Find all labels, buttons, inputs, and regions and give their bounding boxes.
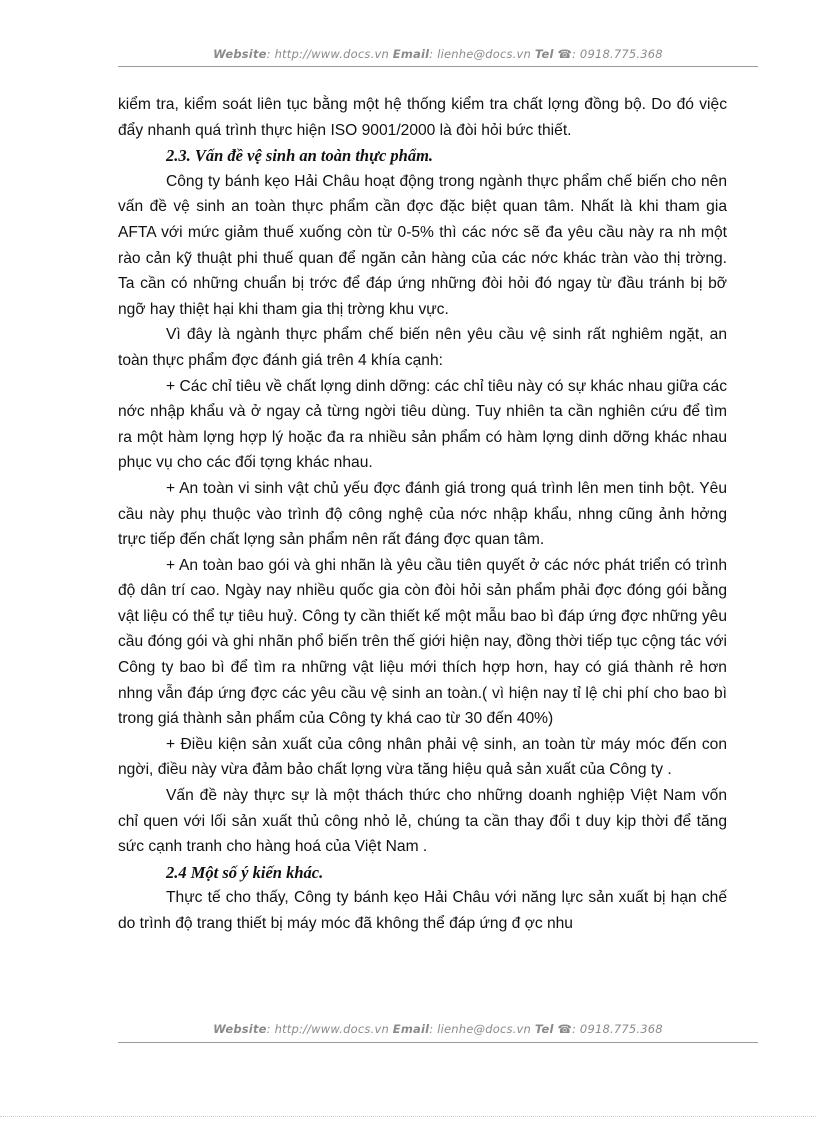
footer-website-value: : http://www.docs.vn	[266, 1022, 389, 1036]
header-tel-label: Tel	[534, 47, 554, 61]
section-heading-2-4: 2.4 Một số ý kiến khác.	[166, 862, 324, 882]
page-footer	[118, 1022, 758, 1036]
footer-email-value: : lienhe@docs.vn	[429, 1022, 532, 1036]
page-header	[118, 47, 758, 61]
header-tel-value: : 0918.775.368	[572, 47, 663, 61]
document-body	[118, 92, 727, 937]
paragraph-4: + Các chỉ tiêu về chất lợng dinh dỡng: các chỉ tiêu này có sự khác nhau giữa các nớc nhập khẩu và ở ngay cả từng ngời tiêu dùng. Tuy nhiên ta cần nghiên cứu để tìm ra một hàm lợng hợp lý hoặc đa ra nhiều sản phẩm có hàm lợng dinh dỡng khác nhau phục vụ cho các đối tợng khác nhau.	[118, 377, 727, 472]
header-email-label: Email	[392, 47, 430, 61]
paragraph-3: Vì đây là ngành thực phẩm chế biến nên yêu cầu vệ sinh rất nghiêm ngặt, an toàn thực phẩm đợc đánh giá trên 4 khía cạnh:	[118, 326, 727, 369]
footer-website-label: Website	[213, 1022, 267, 1036]
header-website-value: : http://www.docs.vn	[266, 47, 389, 61]
header-website-label: Website	[213, 47, 267, 61]
paragraph-8: Vấn đề này thực sự là một thách thức cho những doanh nghiệp Việt Nam vốn chỉ quen với lối sản xuất thủ công nhỏ lẻ, chúng ta cần thay đổi t duy kịp thời để tăng sức cạnh tranh cho hàng hoá của Việt Nam .	[118, 787, 727, 856]
phone-icon: ☎	[557, 1022, 572, 1036]
header-rule	[118, 66, 758, 67]
footer-rule	[118, 1042, 758, 1043]
page-bottom-border	[0, 1116, 816, 1117]
paragraph-9: Thực tế cho thấy, Công ty bánh kẹo Hải Châu với năng lực sản xuất bị hạn chế do trình độ trang thiết bị máy móc đã không thể đáp ứng đ ợc nhu	[118, 889, 727, 932]
paragraph-5: + An toàn vi sinh vật chủ yếu đợc đánh giá trong quá trình lên men tinh bột. Yêu cầu này phụ thuộc vào trình độ công nghệ của nớc nhập khẩu, nhng cũng ảnh hởng trực tiếp đến chất lợng sản phẩm nên rất đáng đợc quan tâm.	[118, 479, 727, 549]
header-email-value: : lienhe@docs.vn	[429, 47, 532, 61]
footer-email-label: Email	[392, 1022, 430, 1036]
paragraph-6: + An toàn bao gói và ghi nhãn là yêu cầu tiên quyết ở các nớc phát triển có trình độ dân trí cao. Ngày nay nhiều quốc gia còn đòi hỏi sản phẩm phải đợc đóng gói bằng vật liệu có thể tự tiêu huỷ. Công ty cần thiết kế một mẫu bao bì đáp ứng đợc những yêu cầu đóng gói và ghi nhãn phổ biến trên thế giới hiện nay, đồng thời tiếp tục cộng tác với Công ty bao bì để tìm ra những vật liệu mới thích hợp hơn, hay có giá thành rẻ hơn nhng vẫn đáp ứng đợc các yêu cầu vệ sinh an toàn.( vì hiện nay tỉ lệ chi phí cho bao bì trong giá thành sản phẩm của Công ty khá cao từ 30 đến 40%)	[118, 556, 727, 728]
footer-tel-value: : 0918.775.368	[572, 1022, 663, 1036]
paragraph-7: + Điều kiện sản xuất của công nhân phải vệ sinh, an toàn từ máy móc đến con ngời, điều này vừa đảm bảo chất lợng vừa tăng hiệu quả sản xuất của Công ty .	[118, 735, 727, 779]
footer-tel-label: Tel	[534, 1022, 554, 1036]
phone-icon: ☎	[557, 47, 572, 61]
paragraph-1: kiểm tra, kiểm soát liên tục bằng một hệ thống kiểm tra chất lợng đồng bộ. Do đó việc đẩy nhanh quá trình thực hiện ISO 9001/2000 là đòi hỏi bức thiết.	[118, 96, 727, 139]
paragraph-2: Công ty bánh kẹo Hải Châu hoạt động trong ngành thực phẩm chế biến cho nên vấn đề vệ sinh an toàn thực phẩm cần đợc đặc biệt quan tâm. Nhất là khi tham gia AFTA với mức giảm thuế xuống còn từ 0-5% thì các nớc sẽ đa yêu cầu này ra nh một rào cản kỹ thuật phi thuế quan để ngăn cản hàng của các nớc khác tràn vào thị trờng. Ta cần có những chuẩn bị trớc để đáp ứng những đòi hỏi đó ngay từ đầu tránh bị bỡ ngỡ hay thiệt hại khi tham gia thị trờng khu vực.	[118, 172, 727, 318]
section-heading-2-3: 2.3. Vấn đề vệ sinh an toàn thực phẩm.	[166, 146, 434, 166]
